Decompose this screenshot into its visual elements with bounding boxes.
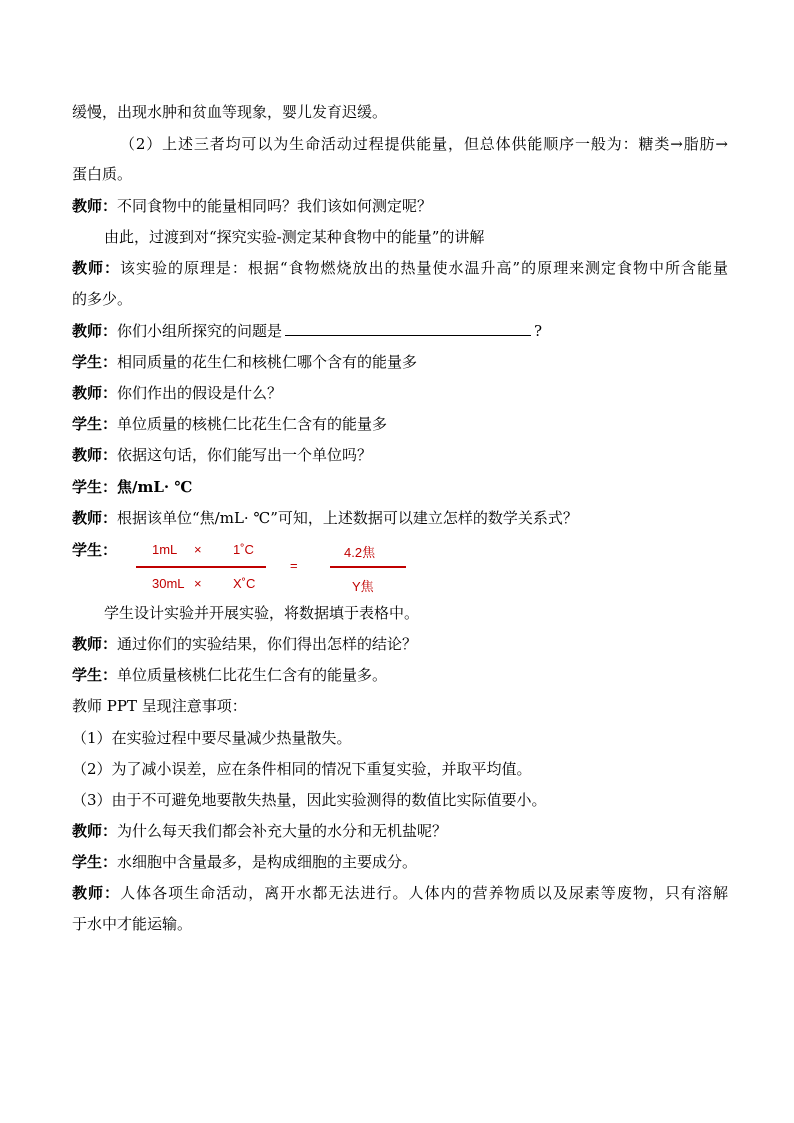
dialogue-line bbox=[72, 352, 734, 372]
dialogue-line bbox=[72, 508, 734, 528]
line-text: 水细胞中含量最多，是构成细胞的主要成分。 bbox=[117, 853, 418, 871]
dialogue-line bbox=[72, 445, 734, 465]
line-text: 相同质量的花生仁和核桃仁哪个含有的能量多 bbox=[117, 353, 418, 371]
speaker-label: 教师： bbox=[72, 197, 118, 215]
formula-times-sign: × bbox=[194, 542, 202, 557]
formula-numerator-volume: 1mL bbox=[152, 542, 178, 557]
line-text: 你们作出的假设是什么？ bbox=[117, 384, 283, 402]
line-text: 于水中才能运输。 bbox=[72, 915, 193, 933]
dialogue-line bbox=[72, 852, 734, 872]
list-item bbox=[72, 728, 734, 748]
line-text: 该实验的原理是：根据“食物燃烧放出的热量使水温升高”的原理来测定食物中所含能量 bbox=[119, 259, 728, 277]
speaker-label: 学生： bbox=[72, 478, 118, 496]
line-text: 由此，过渡到对“探究实验-测定某种食物中的能量”的讲解 bbox=[104, 228, 485, 246]
dialogue-line bbox=[72, 477, 734, 497]
line-text: 单位质量核桃仁比花生仁含有的能量多。 bbox=[117, 666, 388, 684]
line-text: 人体各项生命活动，离开水都无法进行。人体内的营养物质以及尿素等废物，只有溶解 bbox=[120, 884, 728, 902]
line-text: 你们小组所探究的问题是 bbox=[117, 322, 283, 340]
text-line bbox=[104, 603, 734, 623]
speaker-label: 教师： bbox=[72, 259, 120, 277]
line-text: 不同食物中的能量相同吗？我们该如何测定呢？ bbox=[117, 197, 433, 215]
formula-denominator-temp: X˚C bbox=[233, 576, 256, 591]
formula-numerator-temp: 1˚C bbox=[233, 542, 254, 557]
speaker-label: 学生： bbox=[72, 415, 118, 433]
speaker-label: 教师： bbox=[72, 822, 118, 840]
line-text: 的多少。 bbox=[72, 290, 133, 308]
dialogue-line bbox=[72, 258, 728, 278]
line-text: 学生设计实验并开展实验，将数据填于表格中。 bbox=[104, 604, 420, 622]
dialogue-line bbox=[72, 821, 734, 841]
speaker-label: 教师： bbox=[72, 446, 118, 464]
line-text: ? bbox=[534, 322, 543, 340]
dialogue-line bbox=[72, 196, 734, 216]
dialogue-line bbox=[72, 634, 734, 654]
text-line bbox=[120, 134, 728, 154]
dialogue-line bbox=[72, 414, 734, 434]
dialogue-line bbox=[72, 883, 728, 903]
text-line bbox=[72, 914, 734, 934]
formula-denominator-volume: 30mL bbox=[152, 576, 185, 591]
formula-denominator-energy: Y焦 bbox=[352, 579, 374, 594]
line-text: 教师 PPT 呈现注意事项： bbox=[72, 697, 247, 715]
speaker-label: 教师： bbox=[72, 384, 118, 402]
text-line bbox=[72, 289, 734, 309]
line-text: 焦/mL· ℃ bbox=[117, 478, 193, 496]
fraction-bar-left bbox=[136, 566, 266, 568]
speaker-label: 教师： bbox=[72, 322, 118, 340]
speaker-label: 教师： bbox=[72, 635, 118, 653]
line-text: （2）为了减小误差，应在条件相同的情况下重复实验，并取平均值。 bbox=[72, 760, 532, 778]
speaker-label: 学生： bbox=[72, 541, 118, 559]
speaker-label: 教师： bbox=[72, 509, 118, 527]
line-text: （2）上述三者均可以为生命活动过程提供能量，但总体供能顺序一般为：糖类→脂肪→ bbox=[120, 135, 728, 153]
speaker-label: 学生： bbox=[72, 666, 118, 684]
line-text: 蛋白质。 bbox=[72, 165, 133, 183]
dialogue-line bbox=[72, 665, 734, 685]
line-text: 通过你们的实验结果，你们得出怎样的结论？ bbox=[117, 635, 418, 653]
line-text: 根据该单位“焦/mL· ℃”可知，上述数据可以建立怎样的数学关系式？ bbox=[117, 509, 578, 527]
line-text: （1）在实验过程中要尽量减少热量散失。 bbox=[72, 729, 352, 747]
formula-numerator-energy: 4.2焦 bbox=[344, 545, 376, 560]
fraction-bar-right bbox=[330, 566, 406, 568]
text-line bbox=[72, 696, 734, 716]
line-text: 单位质量的核桃仁比花生仁含有的能量多 bbox=[117, 415, 388, 433]
formula-equals-sign: = bbox=[290, 558, 298, 573]
text-line bbox=[104, 227, 734, 247]
text-line bbox=[72, 102, 734, 122]
formula-times-sign: × bbox=[194, 576, 202, 591]
list-item bbox=[72, 790, 734, 810]
line-text: 为什么每天我们都会补充大量的水分和无机盐呢？ bbox=[117, 822, 448, 840]
text-line bbox=[72, 164, 734, 184]
list-item bbox=[72, 759, 734, 779]
line-text: （3）由于不可避免地要散失热量，因此实验测得的数值比实际值要小。 bbox=[72, 791, 547, 809]
answer-blank bbox=[285, 321, 531, 336]
line-text: 依据这句话，你们能写出一个单位吗？ bbox=[117, 446, 373, 464]
dialogue-line bbox=[72, 383, 734, 403]
speaker-label: 学生： bbox=[72, 353, 118, 371]
dialogue-line bbox=[72, 321, 734, 341]
speaker-label: 教师： bbox=[72, 884, 121, 902]
speaker-label: 学生： bbox=[72, 853, 118, 871]
line-text: 缓慢，出现水肿和贫血等现象，婴儿发育迟缓。 bbox=[72, 103, 388, 121]
